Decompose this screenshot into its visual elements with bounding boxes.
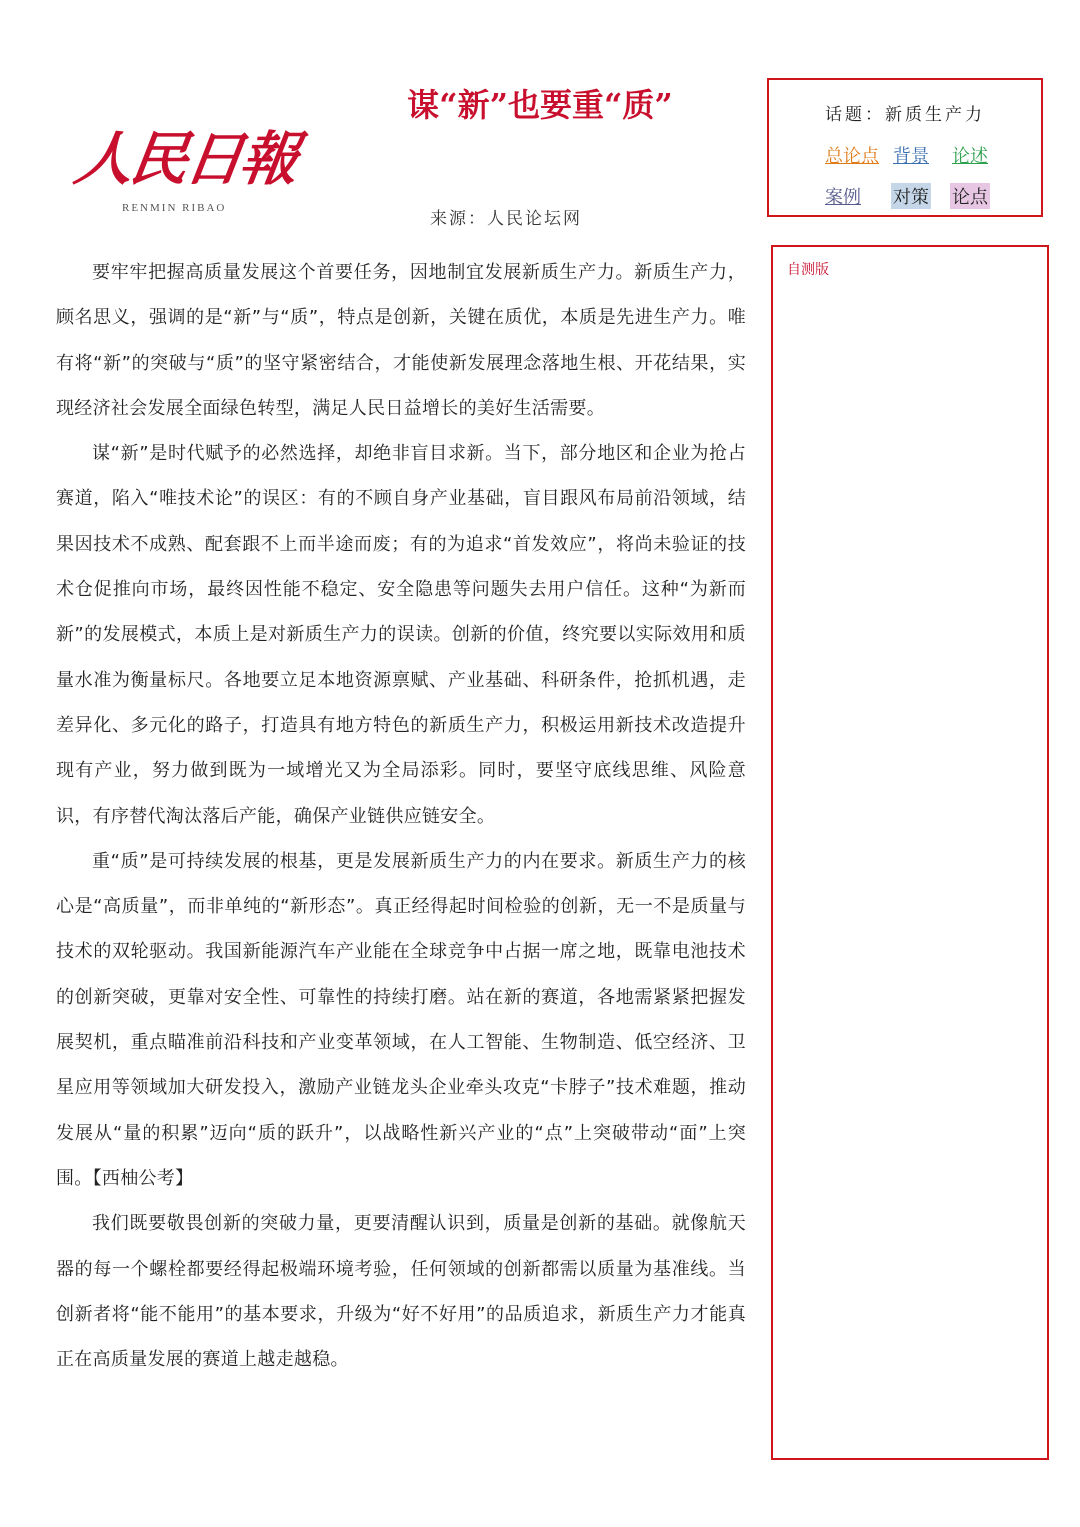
newspaper-logo [70,112,301,222]
logo-wordmark: 人民日報 [70,125,301,193]
legend-case: 案例 [825,187,861,208]
topic-heading: 话题：新质生产力 [825,105,985,125]
legend-main-point: 总论点 [825,146,879,167]
article-paragraph: 重“质”是可持续发展的根基，更是发展新质生产力的内在要求。新质生产力的核心是“高质量”，而非单纯的“新形态”。真正经得起时间检验的创新，无一不是质量与技术的双轮驱动。我国新能源汽车产业能在全球竞争中占据一席之地，既靠电池技术的创新突破，更靠对安全性、可靠性的持续打磨。站在新的赛道，各地需紧紧把握发展契机，重点瞄准前沿科技和产业变革领域，在人工智能、生物制造、低空经济、卫星应用等领域加大研发投入，激励产业链龙头企业牵头攻克“卡脖子”技术难题，推动发展从“量的积累”迈向“质的跃升”，以战略性新兴产业的“点”上突破带动“面”上突围。【西柚公考】 [56,850,746,1189]
legend-measure: 对策 [891,183,931,209]
article-paragraph: 要牢牢把握高质量发展这个首要任务，因地制宜发展新质生产力。新质生产力，顾名思义，强调的是“新”与“质”，特点是创新，关键在质优，本质是先进生产力。唯有将“新”的突破与“质”的坚守紧密结合，才能使新发展理念落地生根、开花结果，实现经济社会发展全面绿色转型，满足人民日益增长的美好生活需要。 [56,262,746,419]
topic-legend-box [767,78,1043,217]
article-paragraph: 我们既要敬畏创新的突破力量，更要清醒认识到，质量是创新的基础。就像航天器的每一个螺栓都要经得起极端环境考验，任何领域的创新都需以质量为基准线。当创新者将“能不能用”的基本要求，升级为“好不好用”的品质追求，新质生产力才能真正在高质量发展的赛道上越走越稳。 [56,1213,746,1371]
article-title: 谋“新”也要重“质” [407,86,673,124]
legend-point: 论点 [950,183,990,209]
self-test-panel [771,245,1049,1460]
legend-argument: 论述 [952,146,988,167]
article-body [56,250,746,1382]
legend-background: 背景 [893,146,929,167]
logo-romanized: RENMIN RIBAO [122,202,227,214]
article-source: 来源：人民论坛网 [430,209,582,229]
article-paragraph: 谋“新”是时代赋予的必然选择，却绝非盲目求新。当下，部分地区和企业为抢占赛道，陷入“唯技术论”的误区：有的不顾自身产业基础，盲目跟风布局前沿领域，结果因技术不成熟、配套跟不上而半途而废；有的为追求“首发效应”，将尚未验证的技术仓促推向市场，最终因性能不稳定、安全隐患等问题失去用户信任。这种“为新而新”的发展模式，本质上是对新质生产力的误读。创新的价值，终究要以实际效用和质量水准为衡量标尺。各地要立足本地资源禀赋、产业基础、科研条件，抢抓机遇，走差异化、多元化的路子，打造具有地方特色的新质生产力，积极运用新技术改造提升现有产业，努力做到既为一域增光又为全局添彩。同时，要坚守底线思维、风险意识，有序替代淘汰落后产能，确保产业链供应链安全。 [56,443,746,827]
self-test-label: 自测版 [787,262,829,278]
